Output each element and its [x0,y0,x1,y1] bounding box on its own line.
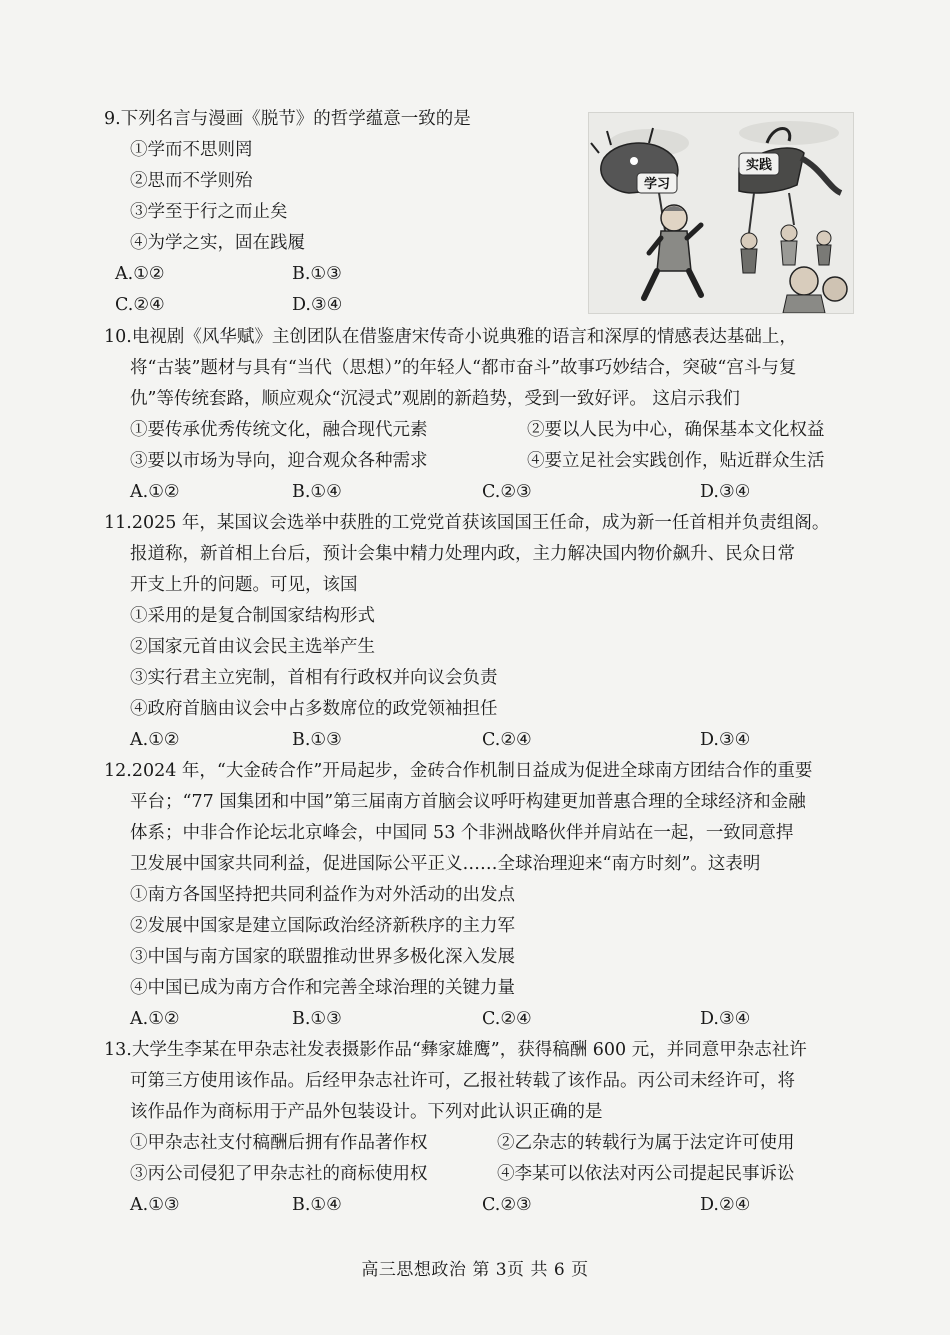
q10-stem-line-1: 10.电视剧《风华赋》主创团队在借鉴唐宋传奇小说典雅的语言和深厚的情感表达基础上， [104,327,797,347]
q12-item-2: ②发展中国家是建立国际政治经济新秩序的主力军 [130,916,515,936]
q13-item-2: ②乙杂志的转载行为属于法定许可使用 [497,1133,795,1153]
q12-answer-a: A.①② [130,1009,180,1029]
q9-item-1: ①学而不思则罔 [130,140,253,160]
q11-answer-a: A.①② [130,730,180,750]
q13-stem-line-1: 13.大学生李某在甲杂志社发表摄影作品“彝家雄鹰”，获得稿酬 600 元，并同意甲杂志社许 [104,1040,807,1060]
q10-answer-a: A.①② [130,482,180,502]
q12-answer-b: B.①③ [292,1009,342,1029]
q9-answer-c: C.②④ [115,295,165,315]
q12-answer-d: D.③④ [700,1009,751,1029]
q10-stem-line-2: 将“古装”题材与具有“当代（思想）”的年轻人“都市奋斗”故事巧妙结合，突破“宫斗与复 [130,358,797,378]
q12-answer-c: C.②④ [482,1009,532,1029]
q9-item-2: ②思而不学则殆 [130,171,253,191]
label-learning: 学习 [643,177,671,192]
q9-stem: 9.下列名言与漫画《脱节》的哲学蕴意一致的是 [104,109,471,129]
q9-answer-d: D.③④ [292,295,343,315]
q9-item-4: ④为学之实，固在践履 [130,233,305,253]
label-practice: 实践 [745,158,773,173]
cartoon-illustration [589,113,853,313]
q11-item-1: ①采用的是复合制国家结构形式 [130,606,375,626]
q10-answer-b: B.①④ [292,482,342,502]
q11-stem-line-3: 开支上升的问题。可见，该国 [130,575,358,595]
q13-item-1: ①甲杂志社支付稿酬后拥有作品著作权 [130,1133,428,1153]
q12-stem-line-1: 12.2024 年，“大金砖合作”开局起步，金砖合作机制日益成为促进全球南方团结合作的重要 [104,761,813,781]
q13-answer-a: A.①③ [130,1195,180,1215]
q12-item-1: ①南方各国坚持把共同利益作为对外活动的出发点 [130,885,515,905]
q13-stem-line-3: 该作品作为商标用于产品外包装设计。下列对此认识正确的是 [130,1102,603,1122]
q10-item-4: ④要立足社会实践创作，贴近群众生活 [527,451,825,471]
q11-answer-b: B.①③ [292,730,342,750]
q12-stem-line-4: 卫发展中国家共同利益，促进国际公平正义……全球治理迎来“南方时刻”。这表明 [130,854,761,874]
q13-answer-c: C.②③ [482,1195,532,1215]
q10-item-3: ③要以市场为导向，迎合观众各种需求 [130,451,428,471]
q10-item-2: ②要以人民为中心，确保基本文化权益 [527,420,825,440]
q9-answer-b: B.①③ [292,264,342,284]
q10-answer-c: C.②③ [482,482,532,502]
q12-item-4: ④中国已成为南方合作和完善全球治理的关键力量 [130,978,515,998]
q11-answer-d: D.③④ [700,730,751,750]
q13-answer-d: D.②④ [700,1195,751,1215]
q13-stem-line-2: 可第三方使用该作品。后经甲杂志社许可，乙报社转载了该作品。丙公司未经许可，将 [130,1071,795,1091]
cartoon-disconnect [588,112,854,314]
q11-item-2: ②国家元首由议会民主选举产生 [130,637,375,657]
q11-item-3: ③实行君主立宪制，首相有行政权并向议会负责 [130,668,498,688]
page-footer: 高三思想政治 第 3页 共 6 页 [361,1260,589,1280]
q11-stem-line-2: 报道称，新首相上台后，预计会集中精力处理内政，主力解决国内物价飙升、民众日常 [130,544,795,564]
q9-item-3: ③学至于行之而止矣 [130,202,288,222]
q10-item-1: ①要传承优秀传统文化，融合现代元素 [130,420,428,440]
q10-answer-d: D.③④ [700,482,751,502]
q9-answer-a: A.①② [115,264,165,284]
q11-answer-c: C.②④ [482,730,532,750]
q12-stem-line-3: 体系；中非合作论坛北京峰会，中国同 53 个非洲战略伙伴并肩站在一起，一致同意捍 [130,823,794,843]
q13-item-3: ③丙公司侵犯了甲杂志社的商标使用权 [130,1164,428,1184]
q13-answer-b: B.①④ [292,1195,342,1215]
q11-stem-line-1: 11.2025 年，某国议会选举中获胜的工党党首获该国国王任命，成为新一任首相并负责组阁。 [104,513,830,533]
q12-stem-line-2: 平台；“77 国集团和中国”第三届南方首脑会议呼吁构建更加普惠合理的全球经济和金融 [130,792,806,812]
q12-item-3: ③中国与南方国家的联盟推动世界多极化深入发展 [130,947,515,967]
q11-item-4: ④政府首脑由议会中占多数席位的政党领袖担任 [130,699,498,719]
q10-stem-line-3: 仇”等传统套路，顺应观众“沉浸式”观剧的新趋势，受到一致好评。 这启示我们 [130,389,740,409]
q13-item-4: ④李某可以依法对丙公司提起民事诉讼 [497,1164,795,1184]
